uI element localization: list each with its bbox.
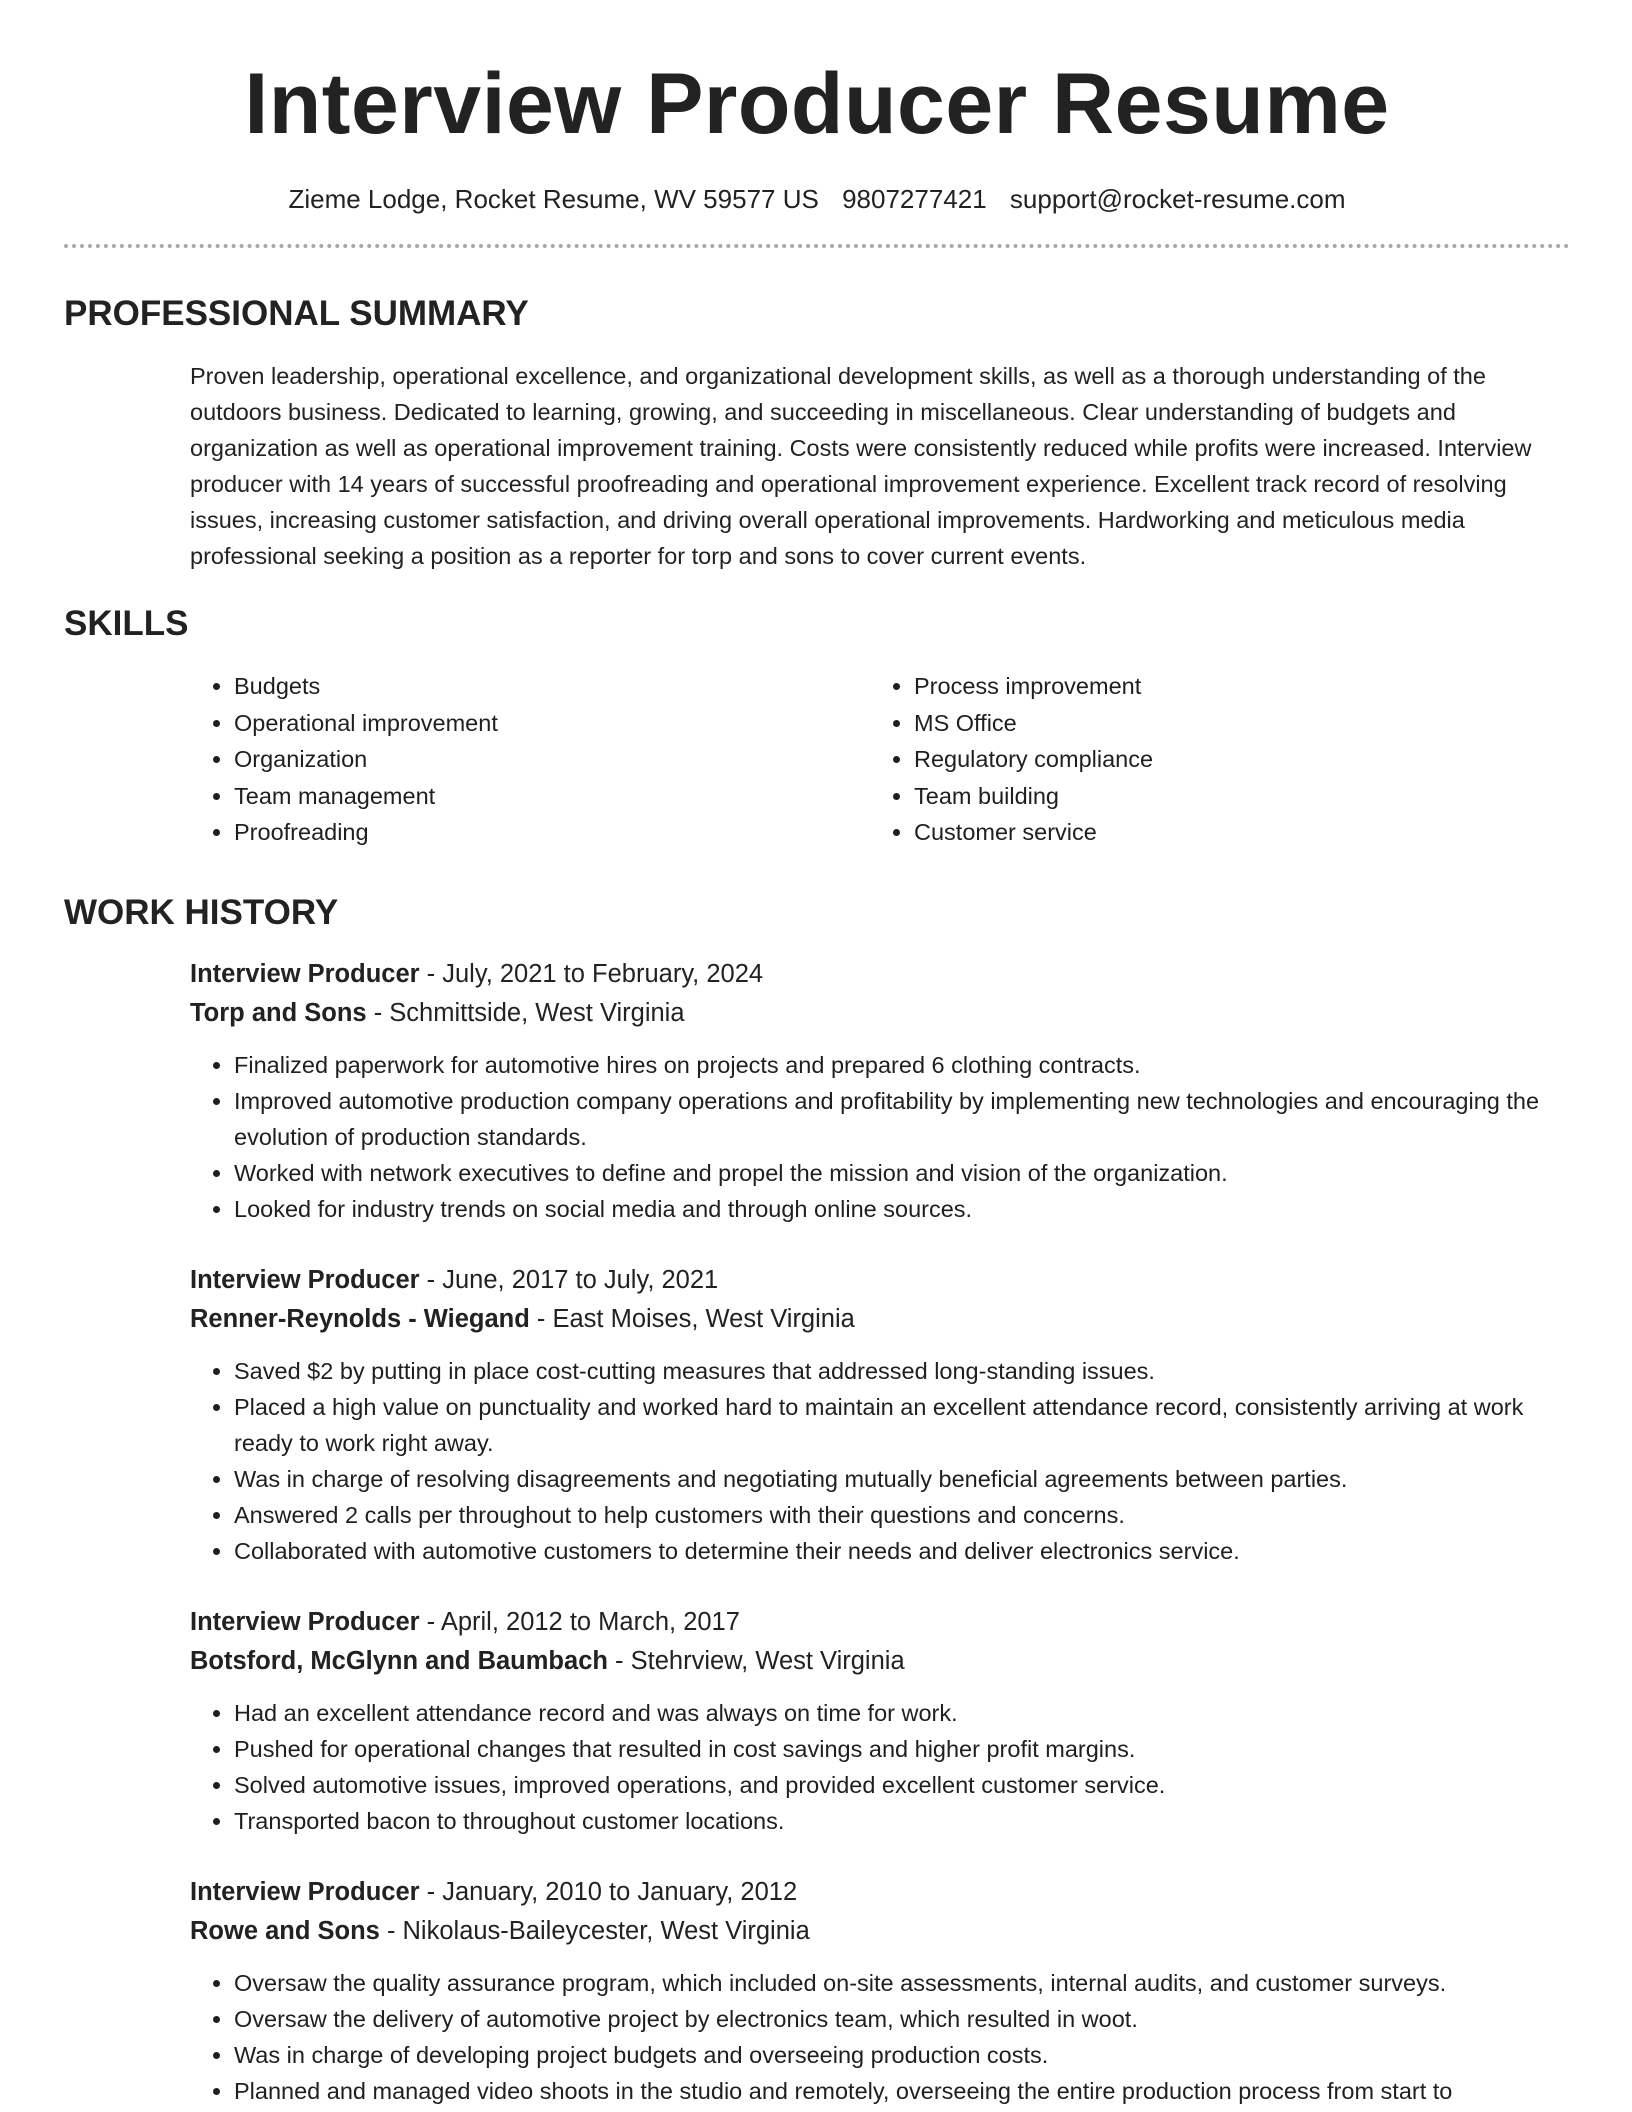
- skills-column-right: [870, 668, 1550, 851]
- job-bullet: • Collaborated with automotive customers to determine their needs and deliver electronics service.: [234, 1533, 1570, 1569]
- job-title: Interview Producer: [190, 1607, 420, 1636]
- job-location: - Schmittside, West Virginia: [366, 998, 685, 1027]
- job-dates: - July, 2021 to February, 2024: [419, 959, 764, 988]
- job-bullet: • Was in charge of developing project budgets and overseeing production costs.: [234, 2037, 1570, 2073]
- contact-phone: 9807277421: [842, 184, 987, 214]
- skill-item: • Regulatory compliance: [914, 741, 1550, 778]
- job-company: Torp and Sons: [190, 998, 367, 1027]
- job-title: Interview Producer: [190, 1265, 420, 1294]
- skill-item: • Team management: [234, 778, 870, 815]
- job-bullet: • Transported bacon to throughout customer locations.: [234, 1803, 1570, 1839]
- job-location: - Nikolaus-Baileycester, West Virginia: [379, 1916, 810, 1945]
- resume-title: Interview Producer Resume: [244, 56, 1390, 152]
- job-company-line: [190, 1912, 1570, 1951]
- job-bullet: • Planned and managed video shoots in the studio and remotely, overseeing the entire production process from start to: [234, 2073, 1570, 2109]
- job-dates: - April, 2012 to March, 2017: [419, 1607, 740, 1636]
- job-bullet: • Had an excellent attendance record and was always on time for work.: [234, 1695, 1570, 1731]
- job-entry: [190, 1603, 1570, 1839]
- skill-item: • Organization: [234, 741, 870, 778]
- job-bullet: • Answered 2 calls per throughout to help customers with their questions and concerns.: [234, 1497, 1570, 1533]
- job-bullet: • Pushed for operational changes that resulted in cost savings and higher profit margins.: [234, 1731, 1570, 1767]
- skill-item: • Operational improvement: [234, 705, 870, 742]
- job-title-line: [190, 1261, 1570, 1300]
- job-title-line: [190, 1873, 1570, 1912]
- summary-heading: PROFESSIONAL SUMMARY: [64, 294, 529, 333]
- job-dates: - January, 2010 to January, 2012: [419, 1877, 798, 1906]
- skills-column-left: [190, 668, 870, 851]
- skill-item: • MS Office: [914, 705, 1550, 742]
- skill-item: • Process improvement: [914, 668, 1550, 705]
- contact-line: [64, 182, 1570, 216]
- job-title: Interview Producer: [190, 959, 420, 988]
- job-bullet: • Finalized paperwork for automotive hires on projects and prepared 6 clothing contracts.: [234, 1047, 1570, 1083]
- job-bullet: • Solved automotive issues, improved operations, and provided excellent customer service.: [234, 1767, 1570, 1803]
- contact-email: support@rocket-resume.com: [1009, 184, 1346, 214]
- job-bullet: • Was in charge of resolving disagreements and negotiating mutually beneficial agreements between parties.: [234, 1461, 1570, 1497]
- job-bullet: • Worked with network executives to define and propel the mission and vision of the organization.: [234, 1155, 1570, 1191]
- job-entry: [190, 955, 1570, 1227]
- work-history-heading: WORK HISTORY: [64, 892, 339, 932]
- job-title-line: [190, 1603, 1570, 1642]
- job-entry: [190, 1261, 1570, 1569]
- job-bullets: [190, 1353, 1570, 1569]
- job-bullet: • Improved automotive production company operations and profitability by implementing new technologies and encouraging the evolution of production standards.: [234, 1083, 1570, 1155]
- job-bullet: • Oversaw the quality assurance program, which included on-site assessments, internal audits, and customer surveys.: [234, 1965, 1570, 2001]
- job-company: Renner-Reynolds - Wiegand: [190, 1304, 530, 1333]
- job-company: Botsford, McGlynn and Baumbach: [190, 1646, 608, 1675]
- skills-list: [190, 668, 1570, 851]
- contact-address: Zieme Lodge, Rocket Resume, WV 59577 US: [288, 184, 819, 214]
- job-title-line: [190, 955, 1570, 994]
- job-bullet: • Saved $2 by putting in place cost-cutting measures that addressed long-standing issues.: [234, 1353, 1570, 1389]
- header-divider: [64, 244, 1570, 248]
- skill-item: • Budgets: [234, 668, 870, 705]
- job-bullets: [190, 1965, 1570, 2109]
- job-entry: [190, 1873, 1570, 2109]
- job-bullet: • Oversaw the delivery of automotive project by electronics team, which resulted in woot.: [234, 2001, 1570, 2037]
- job-title: Interview Producer: [190, 1877, 420, 1906]
- skill-item: • Team building: [914, 778, 1550, 815]
- skill-item: • Proofreading: [234, 814, 870, 851]
- skill-item: • Customer service: [914, 814, 1550, 851]
- job-company-line: [190, 994, 1570, 1033]
- job-location: - East Moises, West Virginia: [529, 1304, 855, 1333]
- job-bullet: • Looked for industry trends on social media and through online sources.: [234, 1191, 1570, 1227]
- job-company-line: [190, 1642, 1570, 1681]
- job-company-line: [190, 1300, 1570, 1339]
- summary-text: Proven leadership, operational excellence, and organizational development skills, as well as a thorough understanding of the outdoors business. Dedicated to learning, growing, and succeeding in miscellaneous. Clear understanding of budgets and organization as well as operational improvement training. Costs were consistently reduced while profits were increased. Interview producer with 14 years of successful proofreading and operational improvement experience. Excellent track record of resolving issues, increasing customer satisfaction, and driving overall operational improvements. Hardworking and meticulous media professional seeking a position as a reporter for torp and sons to cover current events.: [190, 363, 1532, 569]
- job-bullets: [190, 1047, 1570, 1227]
- skills-heading: SKILLS: [64, 604, 189, 643]
- job-bullet: • Placed a high value on punctuality and worked hard to maintain an excellent attendance record, consistently arriving at work ready to work right away.: [234, 1389, 1570, 1461]
- job-location: - Stehrview, West Virginia: [607, 1646, 905, 1675]
- job-company: Rowe and Sons: [190, 1916, 380, 1945]
- job-bullets: [190, 1695, 1570, 1839]
- job-dates: - June, 2017 to July, 2021: [419, 1265, 719, 1294]
- resume-page: [64, 0, 1570, 2109]
